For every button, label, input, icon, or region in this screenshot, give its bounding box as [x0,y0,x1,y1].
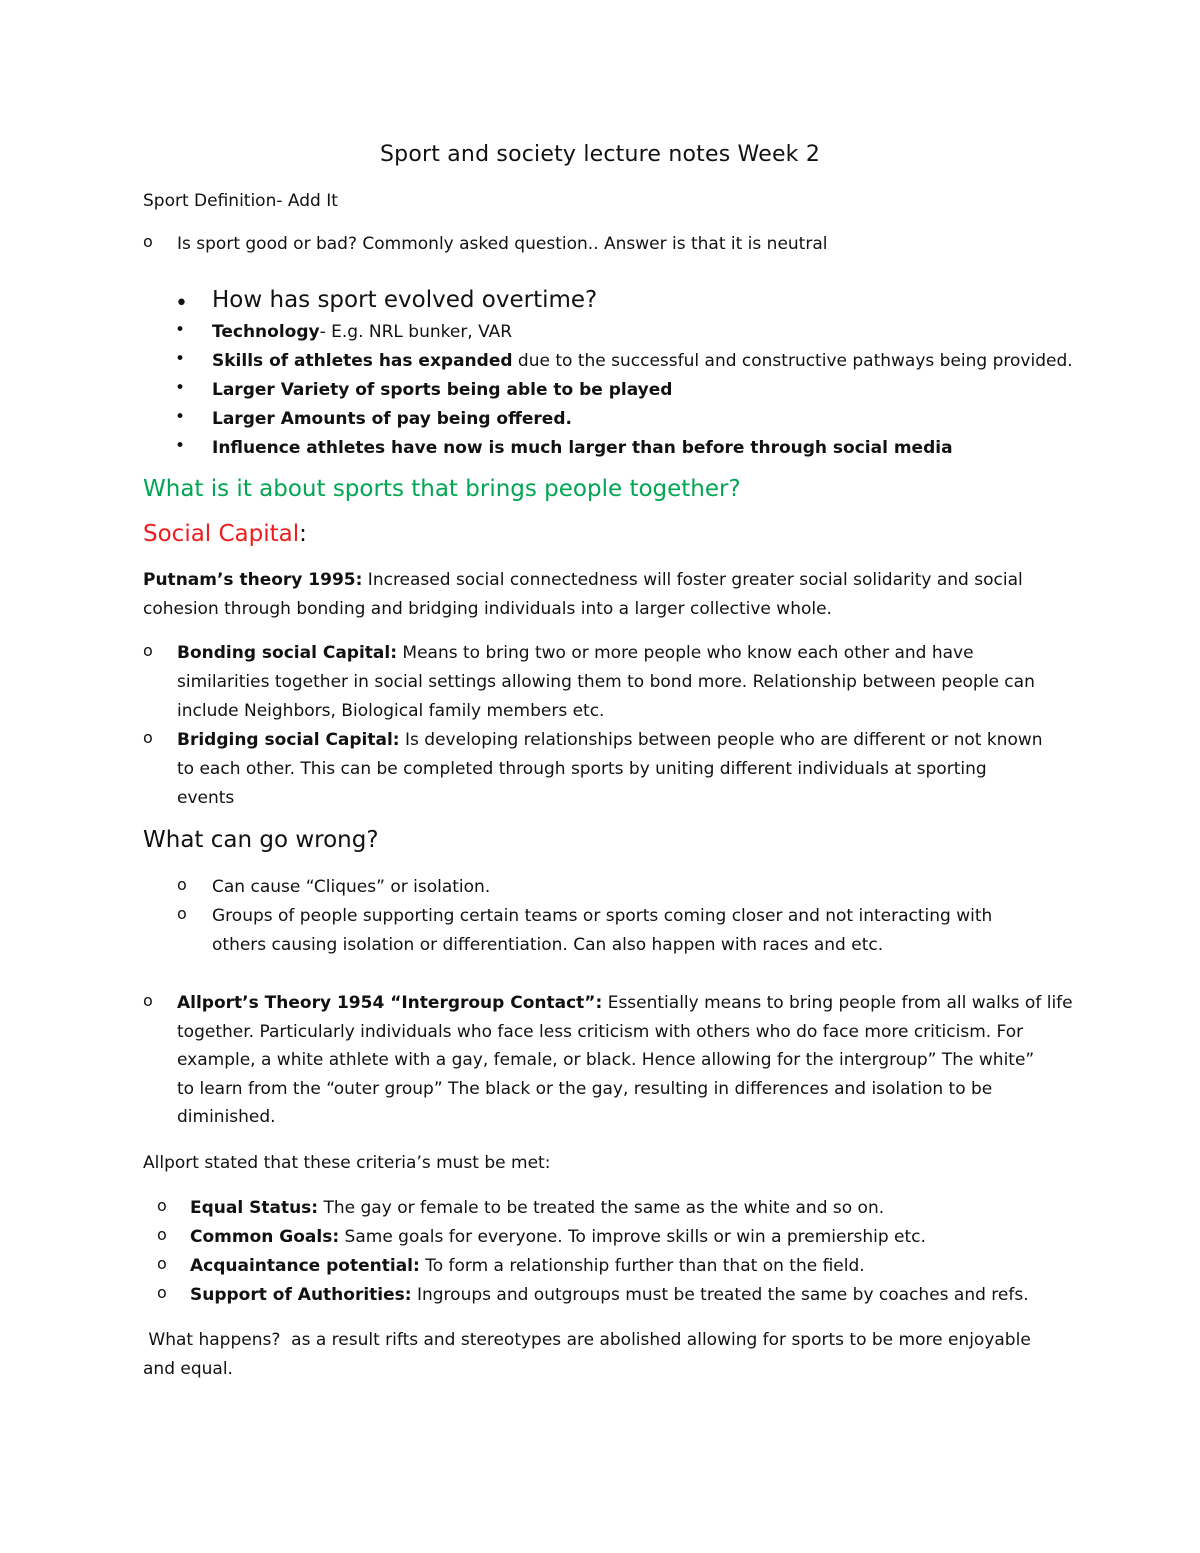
allport-text: Essentially means to bring people from all walks of life [602,993,1073,1013]
evolve-item-skills [212,347,1073,376]
criteria-text: To form a relationship further than that on the field. [419,1256,865,1276]
together-heading: What is it about sports that brings people together? [143,476,741,502]
evolve-item-bold: Influence athletes have now is much larger than before through social media [212,438,953,458]
circle-bullet-icon: o [177,904,187,923]
criteria-text: Same goals for everyone. To improve skills or win a premiership etc. [339,1227,926,1247]
putnam-line-1 [143,566,1023,595]
putnam-text: Increased social connectedness will foster greater social solidarity and social [362,570,1023,590]
evolve-item-text: due to the successful and constructive pathways being provided. [512,351,1073,371]
conclusion-line-2: and equal. [143,1359,233,1379]
allport-line-2: together. Particularly individuals who face less criticism with others who do face more criticism. For [177,1022,1024,1042]
intro-bullet-text: Is sport good or bad? Commonly asked question.. Answer is that it is neutral [177,234,828,254]
evolve-item-text: - E.g. NRL bunker, VAR [319,322,513,342]
circle-bullet-icon: o [143,232,153,251]
allport-line-4: to learn from the “outer group” The black or the gay, resulting in differences and isolation to be [177,1079,993,1099]
criteria-item-acquaintance [190,1252,865,1281]
wrong-heading: What can go wrong? [143,827,379,853]
bonding-line-3: include Neighbors, Biological family members etc. [177,701,605,721]
criteria-item-authorities [190,1281,1029,1310]
allport-line-5: diminished. [177,1107,276,1127]
bridging-line-3: events [177,788,235,808]
circle-bullet-icon: o [143,991,153,1010]
evolve-item-variety [212,376,672,405]
criteria-bold: Common Goals: [190,1227,340,1247]
dot-bullet-icon: • [175,407,186,427]
bonding-text: Means to bring two or more people who know each other and have [397,643,974,663]
allport-line-3: example, a white athlete with a gay, female, or black. Hence allowing for the intergroup” The white” [177,1050,1035,1070]
document-title: Sport and society lecture notes Week 2 [379,142,821,167]
bridging-text: Is developing relationships between people who are different or not known [399,730,1043,750]
bridging-line-2: to each other. This can be completed through sports by uniting different individuals at sporting [177,759,987,779]
putnam-bold: Putnam’s theory 1995: [143,570,363,590]
evolved-heading: How has sport evolved overtime? [212,287,598,313]
criteria-item-common-goals [190,1223,926,1252]
dot-bullet-icon: • [175,320,186,340]
criteria-bold: Acquaintance potential: [190,1256,420,1276]
bonding-line-1 [177,639,974,668]
evolve-item-technology [212,318,512,347]
criteria-text: Ingroups and outgroups must be treated the same by coaches and refs. [411,1285,1029,1305]
circle-bullet-icon: o [157,1225,167,1244]
social-capital-colon: : [299,521,307,547]
sport-definition: Sport Definition- Add It [143,191,338,211]
putnam-line-2: cohesion through bonding and bridging individuals into a larger collective whole. [143,599,832,619]
evolve-item-bold: Technology [212,322,320,342]
dot-bullet-icon: • [175,436,186,456]
circle-bullet-icon: o [143,728,153,747]
dot-bullet-icon: • [175,291,188,316]
social-capital-title: Social Capital [143,521,300,547]
social-capital-heading [143,521,307,547]
criteria-bold: Equal Status: [190,1198,319,1218]
bridging-bold: Bridging social Capital: [177,730,400,750]
criteria-bold: Support of Authorities: [190,1285,412,1305]
dot-bullet-icon: • [175,378,186,398]
conclusion-line-1: What happens? as a result rifts and stereotypes are abolished allowing for sports to be more enjoyable [143,1330,1031,1350]
wrong-item-2-line-2: others causing isolation or differentiation. Can also happen with races and etc. [212,935,884,955]
criteria-intro: Allport stated that these criteria’s must be met: [143,1153,551,1173]
evolve-item-bold: Larger Variety of sports being able to be played [212,380,673,400]
bonding-bold: Bonding social Capital: [177,643,398,663]
bonding-line-2: similarities together in social settings allowing them to bond more. Relationship between people can [177,672,1035,692]
circle-bullet-icon: o [157,1254,167,1273]
dot-bullet-icon: • [175,349,186,369]
criteria-item-equal-status [190,1194,884,1223]
criteria-text: The gay or female to be treated the same as the white and so on. [318,1198,885,1218]
allport-line-1 [177,989,1073,1018]
wrong-item-2-line-1: Groups of people supporting certain teams or sports coming closer and not interacting with [212,906,993,926]
circle-bullet-icon: o [177,875,187,894]
evolve-item-bold: Larger Amounts of pay being offered. [212,409,572,429]
allport-bold: Allport’s Theory 1954 “Intergroup Contact”: [177,993,603,1013]
evolve-item-bold: Skills of athletes has expanded [212,351,513,371]
bridging-line-1 [177,726,1043,755]
circle-bullet-icon: o [157,1196,167,1215]
evolve-item-influence [212,434,953,463]
circle-bullet-icon: o [157,1283,167,1302]
circle-bullet-icon: o [143,641,153,660]
evolve-item-pay [212,405,572,434]
wrong-item-1: Can cause “Cliques” or isolation. [212,877,491,897]
